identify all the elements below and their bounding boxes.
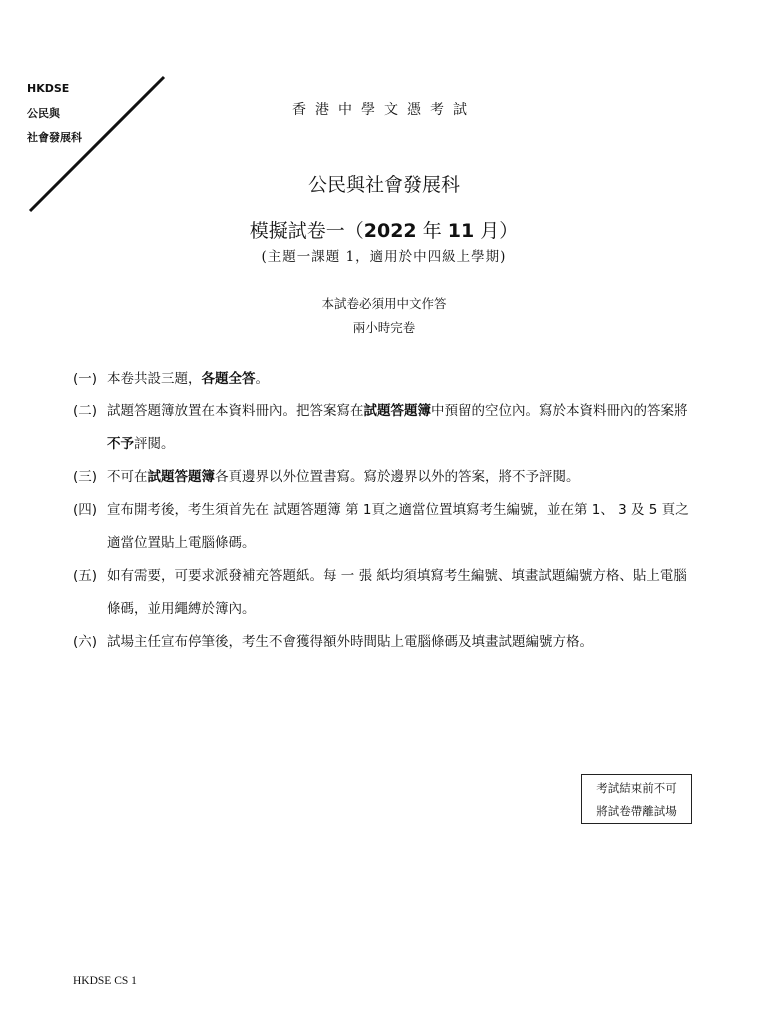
corner-exam-label: HKDSE [27,82,70,95]
subject-title: 公民與社會發展科 [307,174,460,196]
instruction-text-part: 評閱。 [134,436,175,452]
paper-title-prefix: 模擬試卷一（ [249,220,364,242]
instruction-item [73,461,693,494]
time-limit: 兩小時完卷 [352,320,416,335]
instruction-number: (一) [73,371,98,387]
instruction-item [73,494,693,560]
instruction-text [107,461,689,494]
instruction-emphasis: 試題答題簿 [363,403,431,419]
instruction-text: 如有需要，可要求派發補充答題紙。每 一 張 紙均須填寫考生編號、填畫試題編號方格、貼上電腦條碼，並用繩縛於簿內。 [107,568,687,617]
instruction-text-part: 本卷共設三題， [107,371,202,387]
instruction-number: (六) [73,634,98,650]
exam-authority: 香港中學文憑考試 [292,102,476,118]
instruction-emphasis: 各題全答 [201,371,256,387]
paper-title-suffix: 月） [474,220,519,242]
instruction-text-part: 中預留的空位內。寫於本資料冊內的答案將 [431,403,688,419]
instruction-text: 試場主任宣布停筆後，考生不會獲得額外時間貼上電腦條碼及填畫試題編號方格。 [107,634,593,650]
notice-line: 考試結束前不可 [596,781,677,795]
instruction-text-part: 不可在 [107,469,148,485]
notice-line: 將試卷帶離試場 [596,804,677,818]
corner-subject-line1: 公民與 [27,107,60,120]
footer-paper-code: HKDSE CS 1 [73,975,137,987]
instruction-number: (五) [73,568,98,584]
instruction-emphasis: 不予 [107,436,134,452]
instruction-text [107,363,689,396]
instruction-item [73,395,693,461]
paper-scope: (主題一課題 1，適用於中四級上學期) [261,249,507,265]
notice-box [581,774,692,824]
corner-subject-line2: 社會發展科 [27,131,82,144]
instruction-text [107,395,689,461]
language-requirement: 本試卷必須用中文作答 [321,296,447,311]
instruction-number: (三) [73,469,98,485]
instruction-emphasis: 試題答題簿 [147,469,215,485]
instruction-number: (二) [73,403,98,419]
paper-title-mid: 年 [416,220,448,242]
instruction-text-part: 。 [255,371,269,387]
instruction-text-part: 試題答題簿放置在本資料冊內。把答案寫在 [107,403,364,419]
instruction-item [73,626,693,659]
instruction-item [73,560,693,626]
paper-title [0,216,768,243]
instruction-number: (四) [73,502,98,518]
instruction-item [73,363,693,396]
paper-month: 11 [447,220,475,242]
instruction-text: 宣布開考後，考生須首先在 試題答題簿 第 1頁之適當位置填寫考生編號，並在第 1、 3 及 5 頁之適當位置貼上電腦條碼。 [107,502,689,551]
instruction-text-part: 各頁邊界以外位置書寫。寫於邊界以外的答案，將不予評閱。 [215,469,580,485]
paper-year: 2022 [363,220,417,242]
